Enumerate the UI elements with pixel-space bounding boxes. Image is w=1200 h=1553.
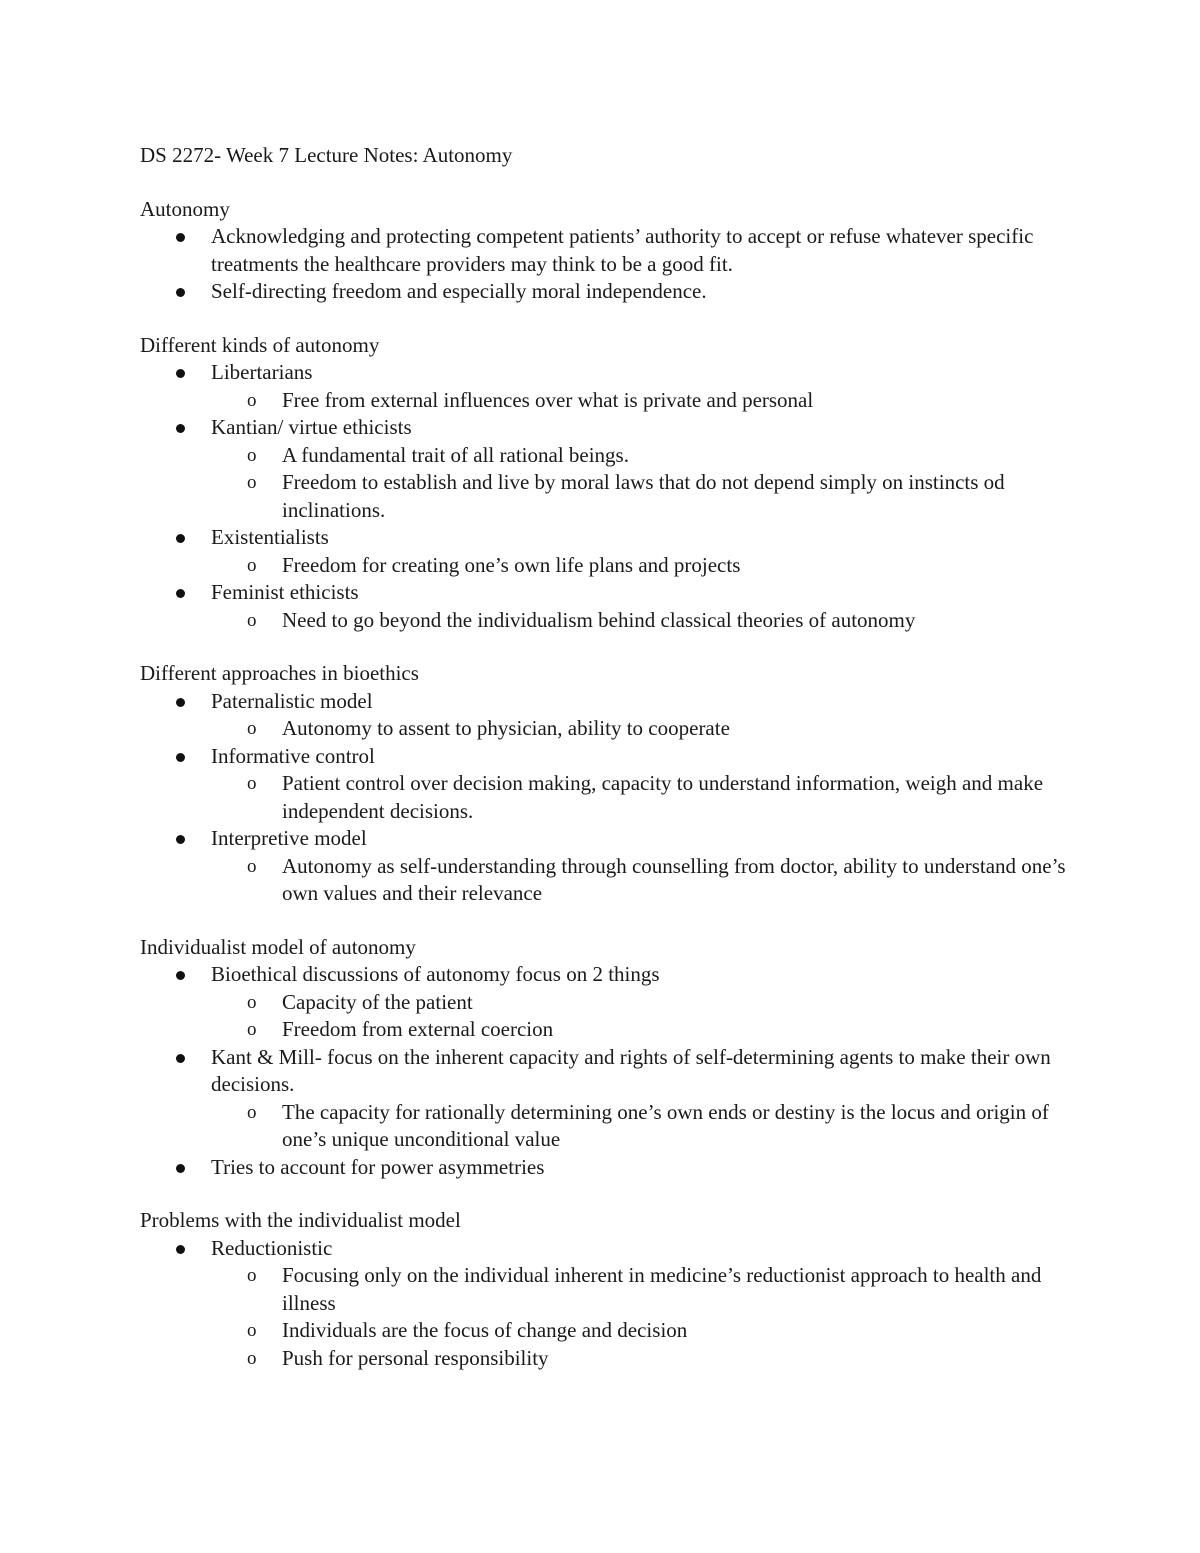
bullet-icon: [176, 1245, 185, 1254]
list-item-text: Libertarians: [211, 360, 313, 384]
bullet-icon: [176, 753, 185, 762]
sub-list-item: [211, 1016, 1070, 1044]
bullet-icon: [176, 534, 185, 543]
list-item-text: Informative control: [211, 743, 375, 768]
sub-list-item-text: Capacity of the patient: [282, 989, 473, 1014]
sub-list: [211, 1262, 1070, 1372]
bullet-icon: [176, 698, 185, 707]
sub-list-item: [211, 387, 1070, 415]
hollow-bullet-icon: o: [247, 855, 257, 877]
sub-list-item: [211, 1345, 1070, 1373]
sub-list: [211, 989, 1070, 1044]
sub-list: [211, 607, 1070, 635]
sub-list: [211, 387, 1070, 415]
list-item: [140, 359, 1070, 414]
list-item-text: Acknowledging and protecting competent patients’ authority to accept or refuse whatever specific treatments the healthcare providers may think to be a good fit.: [211, 224, 1034, 276]
document-body: [140, 196, 1070, 1373]
list-item-text: Reductionistic: [211, 1235, 333, 1260]
section-heading: Individualist model of autonomy: [140, 934, 416, 959]
section: [140, 332, 1070, 635]
hollow-bullet-icon: o: [247, 1101, 257, 1123]
bullet-list: [140, 1235, 1070, 1373]
section-heading: Autonomy: [140, 196, 230, 221]
list-item: [140, 223, 1070, 278]
sub-list: [211, 715, 1070, 743]
hollow-bullet-icon: o: [247, 609, 257, 631]
sub-list-item-text: Autonomy to assent to physician, ability to cooperate: [282, 716, 730, 740]
bullet-icon: [176, 589, 185, 598]
sub-list-item: [211, 989, 1070, 1017]
section-heading: Different kinds of autonomy: [140, 332, 380, 357]
hollow-bullet-icon: o: [247, 1019, 257, 1040]
sub-list-item-text: Push for personal responsibility: [282, 1345, 549, 1370]
list-item-text: Interpretive model: [211, 826, 367, 850]
section-heading: Problems with the individualist model: [140, 1208, 461, 1232]
list-item: [140, 414, 1070, 524]
list-item: [140, 688, 1070, 743]
hollow-bullet-icon: o: [247, 554, 257, 576]
list-item-text: Kant & Mill- focus on the inherent capacity and rights of self-determining agents to make their own decisions.: [211, 1044, 1051, 1096]
list-item-text: Kantian/ virtue ethicists: [211, 415, 412, 439]
hollow-bullet-icon: o: [247, 991, 257, 1013]
bullet-list: [140, 223, 1070, 306]
sub-list-item: [211, 853, 1070, 908]
hollow-bullet-icon: o: [247, 444, 257, 466]
hollow-bullet-icon: o: [247, 1347, 257, 1369]
sub-list: [211, 853, 1070, 908]
sub-list-item-text: Free from external influences over what is private and personal: [282, 387, 814, 412]
list-item: [140, 1154, 1070, 1182]
bullet-icon: [176, 369, 185, 378]
sub-list-item-text: Individuals are the focus of change and decision: [282, 1318, 688, 1342]
sub-list-item: [211, 607, 1070, 635]
sub-list-item: [211, 442, 1070, 470]
sub-list-item: [211, 469, 1070, 524]
hollow-bullet-icon: o: [247, 472, 257, 493]
list-item-text: Self-directing freedom and especially moral independence.: [211, 279, 707, 303]
sub-list-item: [211, 1262, 1070, 1317]
sub-list-item-text: Freedom for creating one’s own life plans and projects: [282, 552, 741, 577]
list-item: [140, 961, 1070, 1044]
list-item: [140, 825, 1070, 908]
sub-list-item-text: Freedom to establish and live by moral laws that do not depend simply on instincts od inclinations.: [282, 470, 1005, 522]
hollow-bullet-icon: o: [247, 718, 257, 739]
bullet-list: [140, 961, 1070, 1181]
hollow-bullet-icon: o: [247, 1265, 257, 1286]
bullet-icon: [176, 288, 185, 297]
sub-list-item: [211, 770, 1070, 825]
list-item: [140, 1235, 1070, 1373]
list-item-text: Bioethical discussions of autonomy focus on 2 things: [211, 962, 660, 986]
sub-list-item-text: Focusing only on the individual inherent in medicine’s reductionist approach to health and illness: [282, 1263, 1042, 1315]
bullet-icon: [176, 1164, 185, 1173]
section: [140, 1207, 1070, 1372]
bullet-list: [140, 688, 1070, 908]
section: [140, 196, 1070, 306]
sub-list-item-text: Autonomy as self-understanding through counselling from doctor, ability to understand one’s own values and their relevance: [282, 853, 1066, 905]
list-item: [140, 524, 1070, 579]
list-item-text: Paternalistic model: [211, 688, 373, 713]
sub-list-item-text: A fundamental trait of all rational beings.: [282, 442, 629, 467]
list-item-text: Tries to account for power asymmetries: [211, 1154, 545, 1179]
document-page: [140, 142, 1070, 1398]
list-item-text: Feminist ethicists: [211, 580, 359, 604]
list-item-text: Existentialists: [211, 525, 329, 549]
sub-list: [211, 1099, 1070, 1154]
bullet-icon: [176, 424, 185, 433]
section: [140, 660, 1070, 908]
hollow-bullet-icon: o: [247, 389, 257, 411]
list-item: [140, 579, 1070, 634]
list-item: [140, 743, 1070, 826]
sub-list: [211, 770, 1070, 825]
sub-list: [211, 442, 1070, 525]
bullet-icon: [176, 233, 185, 242]
sub-list-item-text: Need to go beyond the individualism behind classical theories of autonomy: [282, 607, 916, 632]
document-title: DS 2272- Week 7 Lecture Notes: Autonomy: [140, 143, 513, 167]
sub-list-item-text: The capacity for rationally determining one’s own ends or destiny is the locus and origin of one’s unique unconditional value: [282, 1099, 1049, 1151]
bullet-icon: [176, 835, 185, 844]
sub-list-item-text: Patient control over decision making, capacity to understand information, weigh and make independent decisions.: [282, 771, 1044, 823]
bullet-icon: [176, 1054, 185, 1063]
sub-list: [211, 552, 1070, 580]
list-item: [140, 1044, 1070, 1154]
list-item: [140, 278, 1070, 306]
section-heading: Different approaches in bioethics: [140, 661, 419, 685]
section: [140, 934, 1070, 1182]
hollow-bullet-icon: o: [247, 773, 257, 794]
sub-list-item-text: Freedom from external coercion: [282, 1017, 554, 1041]
sub-list-item: [211, 552, 1070, 580]
hollow-bullet-icon: o: [247, 1320, 257, 1341]
sub-list-item: [211, 715, 1070, 743]
bullet-icon: [176, 971, 185, 980]
bullet-list: [140, 359, 1070, 634]
sub-list-item: [211, 1099, 1070, 1154]
sub-list-item: [211, 1317, 1070, 1345]
